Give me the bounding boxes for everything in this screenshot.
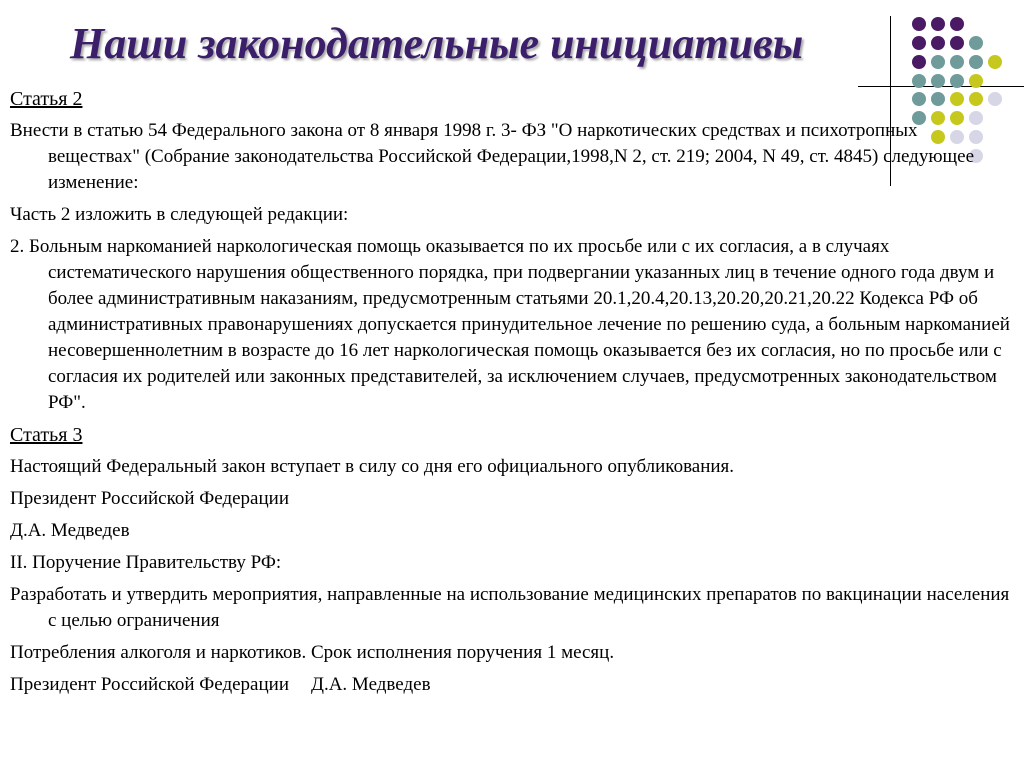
decor-dot (912, 55, 926, 69)
article-2-part: Часть 2 изложить в следующей редакции: (10, 204, 349, 225)
decor-dot (969, 36, 983, 50)
decor-dot (931, 17, 945, 31)
decor-dot (931, 36, 945, 50)
instruction-text: Разработать и утвердить мероприятия, направленные на использование медицинских препаратов по вакцинации населения с целью ограничения (10, 584, 1010, 631)
article-3-heading: Статья 3 (10, 424, 83, 446)
decor-dot (912, 17, 926, 31)
article-2-text: 2. Больным наркоманией наркологическая помощь оказывается по их просьбе или с их согласия, а в случаях систематического нарушения общественного порядка, при подвергании указанных лиц в течение одного года двум и более административным наказаниям, предусмотренным статьями 20.1,20.4,20.13,20.20,20.21,20.22 Кодекса РФ об административных правонарушениях допускается принудительное лечение по решению суда, а больным наркоманией несовершеннолетним в возрасте до 16 лет наркологическая помощь оказывается без их согласия, но по просьбе или с согласия их родителей или законных представителей, за исключением случаев, предусмотренных законодательством РФ". (10, 236, 1010, 413)
instruction-text-2: Потребления алкоголя и наркотиков. Срок исполнения поручения 1 месяц. (10, 642, 615, 663)
signature-line (10, 672, 1014, 698)
signature-title: Президент Российской Федерации (10, 674, 289, 695)
instruction-heading: II. Поручение Правительству РФ: (10, 552, 282, 573)
article-2-intro: Внести в статью 54 Федерального закона от 8 января 1998 г. 3- ФЗ "О наркотических средствах и психотропных веществах" (Собрание законодательства Российской Федерации,1998,N 2, ст. 219; 2004, N 49, ст. 4845) следующее изменение: (10, 120, 975, 193)
page-title: Наши законодательные инициативы (70, 19, 804, 68)
president-title: Президент Российской Федерации (10, 488, 289, 509)
article-2-heading: Статья 2 (10, 88, 83, 110)
president-name: Д.А. Медведев (10, 520, 130, 541)
decor-dot (988, 55, 1002, 69)
decor-dot (912, 36, 926, 50)
decor-dot (950, 17, 964, 31)
decor-dot (931, 55, 945, 69)
article-3-text: Настоящий Федеральный закон вступает в силу со дня его официального опубликования. (10, 456, 735, 477)
decor-dot (950, 36, 964, 50)
decor-dot (969, 55, 983, 69)
signature-name: Д.А. Медведев (311, 674, 431, 695)
document-body (10, 86, 1014, 704)
decor-dot (950, 55, 964, 69)
